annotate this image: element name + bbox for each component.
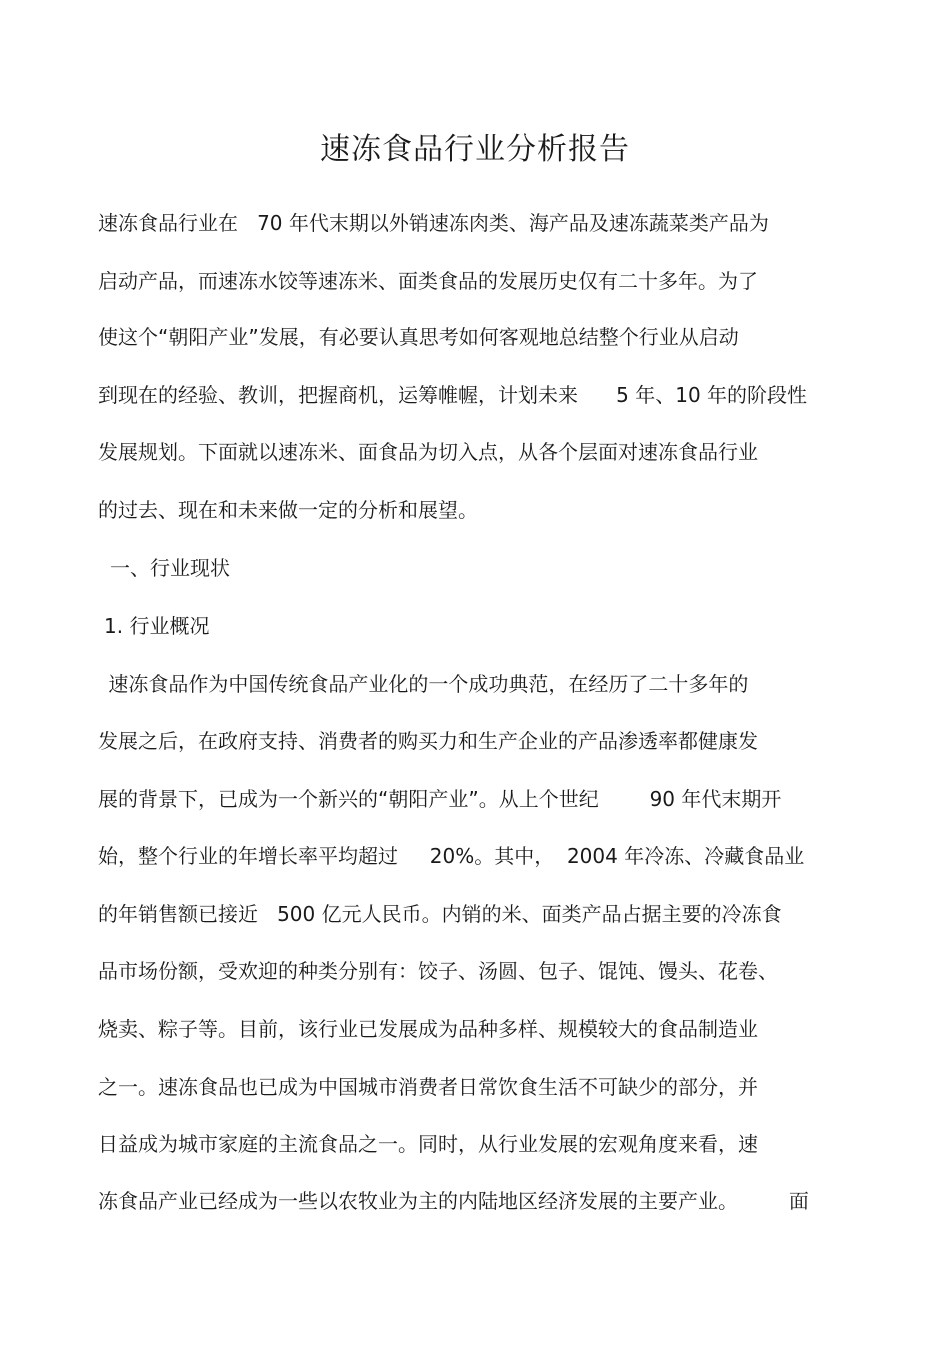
intro-line: 使这个“朝阳产业”发展，有必要认真思考如何客观地总结整个行业从启动: [98, 325, 739, 349]
intro-line: 到现在的经验、教训，把握商机，运筹帷幄，计划未来 5 年、10 年的阶段性: [98, 383, 808, 407]
body-line: 的年销售额已接近 500 亿元人民币。内销的米、面类产品占据主要的冷冻食: [98, 902, 782, 926]
body-line: 烧卖、粽子等。目前，该行业已发展成为品种多样、规模较大的食品制造业: [98, 1017, 758, 1041]
body-line: 发展之后，在政府支持、消费者的购买力和生产企业的产品渗透率都健康发: [98, 729, 758, 753]
intro-line: 的过去、现在和未来做一定的分析和展望。: [98, 498, 478, 522]
document-title: 速冻食品行业分析报告: [320, 132, 630, 167]
subsection-heading: 1. 行业概况: [104, 614, 210, 638]
body-line: 展的背景下，已成为一个新兴的“朝阳产业”。从上个世纪 90 年代末期开: [98, 787, 782, 811]
intro-line: 启动产品，而速冻水饺等速冻米、面类食品的发展历史仅有二十多年。为了: [98, 269, 758, 293]
intro-line: 发展规划。下面就以速冻米、面食品为切入点，从各个层面对速冻食品行业: [98, 440, 758, 464]
body-line: 日益成为城市家庭的主流食品之一。同时，从行业发展的宏观角度来看，速: [98, 1132, 758, 1156]
body-line: 冻食品产业已经成为一些以农牧业为主的内陆地区经济发展的主要产业。 面: [98, 1189, 809, 1213]
body-line: 品市场份额，受欢迎的种类分别有：饺子、汤圆、包子、馄饨、馒头、花卷、: [98, 959, 778, 983]
intro-line: 速冻食品行业在 70 年代末期以外销速冻肉类、海产品及速冻蔬菜类产品为: [98, 211, 769, 235]
body-line: 速冻食品作为中国传统食品产业化的一个成功典范，在经历了二十多年的: [102, 672, 749, 696]
section-heading: 一、行业现状: [110, 556, 230, 580]
body-line: 始，整个行业的年增长率平均超过 20%。其中， 2004 年冷冻、冷藏食品业: [98, 844, 805, 868]
body-line: 之一。速冻食品也已成为中国城市消费者日常饮食生活不可缺少的部分，并: [98, 1075, 758, 1099]
